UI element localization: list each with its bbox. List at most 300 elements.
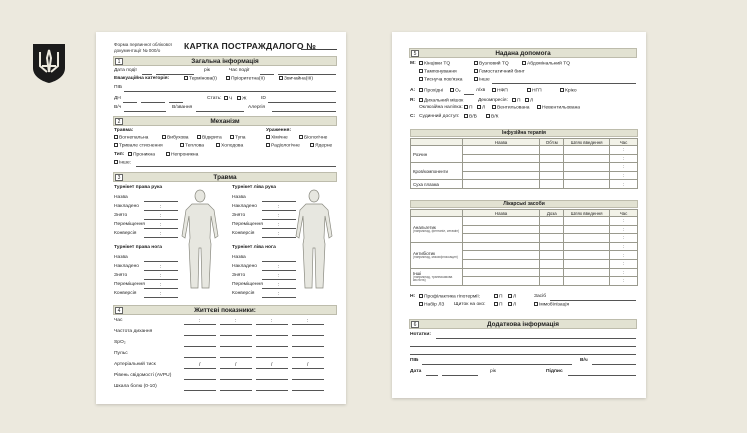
form-meta <box>114 42 172 53</box>
tourniquet-field[interactable] <box>144 288 178 289</box>
injury-label: Ураження: <box>266 128 292 133</box>
row-label-text: Антибіотик <box>413 250 436 256</box>
infusion-table <box>410 138 638 189</box>
tourniquet-row-label: Конверсія <box>114 291 137 296</box>
trauma-gunshot[interactable]: Вогнепальна <box>114 135 148 142</box>
infusion-title: Інфузійна терапія <box>410 129 638 137</box>
tourniquet-row-label: Назва <box>232 255 246 260</box>
checkbox[interactable] <box>128 152 132 156</box>
table-header-empty <box>411 210 463 217</box>
r-vented[interactable]: Вентильована <box>492 105 529 112</box>
table-cell[interactable] <box>462 146 540 155</box>
time-separator: : <box>278 264 280 270</box>
checkbox[interactable] <box>419 294 423 298</box>
table-row <box>411 268 638 277</box>
tourniquet-field[interactable] <box>144 228 178 229</box>
tourniquet-field[interactable] <box>144 261 178 262</box>
checkbox[interactable] <box>162 135 166 139</box>
tourniquet-title: Турнікет ліва нога <box>232 245 276 250</box>
casualty-card-back-page <box>392 32 646 398</box>
signature-field[interactable] <box>568 375 636 376</box>
vital-field[interactable] <box>220 357 252 358</box>
tourniquet-field[interactable] <box>262 219 296 220</box>
m-other[interactable]: Інше <box>474 77 490 84</box>
tourniquet-row-label: Накладено <box>114 204 140 209</box>
checkbox[interactable] <box>419 69 423 73</box>
checkbox[interactable] <box>310 143 314 147</box>
tourniquet-field[interactable] <box>262 201 296 202</box>
h-right[interactable]: П <box>494 294 503 301</box>
notes-field-line[interactable] <box>410 354 636 355</box>
table-cell-time[interactable]: : <box>610 225 638 234</box>
table-cell-time[interactable]: : <box>610 268 638 277</box>
checkbox[interactable] <box>492 105 496 109</box>
h-eye-right[interactable]: П <box>494 302 503 309</box>
dob-day-field[interactable] <box>123 102 137 103</box>
table-row <box>411 146 638 155</box>
a-oxygen-rate-field[interactable] <box>464 94 474 95</box>
table-cell[interactable] <box>462 234 540 243</box>
vital-field[interactable] <box>292 379 324 380</box>
checkbox[interactable] <box>197 135 201 139</box>
m-other-field[interactable] <box>492 83 636 84</box>
table-header-empty <box>411 139 463 146</box>
checkbox[interactable] <box>114 143 118 147</box>
table-cell[interactable] <box>462 217 540 226</box>
checkbox[interactable] <box>534 302 538 306</box>
tourniquet-field[interactable] <box>262 228 296 229</box>
time-separator: : <box>160 273 162 279</box>
checkbox[interactable] <box>474 61 478 65</box>
checkbox[interactable] <box>508 302 512 306</box>
checkbox[interactable] <box>224 96 228 100</box>
tourniquet-field[interactable] <box>144 297 178 298</box>
table-header: Час <box>610 139 638 146</box>
trauma-open[interactable]: Відкрита <box>197 135 222 142</box>
checkbox[interactable] <box>237 96 241 100</box>
table-cell[interactable] <box>540 225 564 234</box>
m-abdominal-tq[interactable]: Абдомінальний TQ <box>522 61 570 68</box>
checkbox[interactable] <box>266 143 270 147</box>
vital-field[interactable] <box>292 390 324 391</box>
table-row <box>411 242 638 251</box>
time-separator: : <box>160 204 162 210</box>
checkbox[interactable] <box>474 77 478 81</box>
trauma-cold[interactable]: Холодова <box>216 143 243 150</box>
checkbox[interactable] <box>492 88 496 92</box>
table-cell[interactable] <box>540 180 564 189</box>
table-header: Об'єм <box>540 139 564 146</box>
type-nonpenetrating[interactable]: Непроникна <box>166 152 198 159</box>
vital-field[interactable] <box>256 335 288 336</box>
checkbox[interactable] <box>474 69 478 73</box>
vital-field[interactable] <box>184 379 216 380</box>
body-front-figure-icon <box>180 188 220 292</box>
allergy-label: Алергія <box>248 105 266 110</box>
table-header: Назва <box>462 210 540 217</box>
notes-field-line[interactable] <box>410 346 636 347</box>
row-label-text: Анальгетик <box>413 225 436 231</box>
section-number: 2 <box>115 118 123 125</box>
month-field[interactable] <box>156 74 194 75</box>
table-cell[interactable] <box>564 268 610 277</box>
trauma-explosive[interactable]: Вибухова <box>162 135 189 142</box>
tourniquet-field[interactable] <box>262 261 296 262</box>
checkbox[interactable] <box>279 76 283 80</box>
vital-field[interactable] <box>256 346 288 347</box>
table-cell[interactable] <box>540 268 564 277</box>
a-npa[interactable]: НФП <box>492 88 508 95</box>
checkbox[interactable] <box>299 135 303 139</box>
time-separator: : <box>278 273 280 279</box>
trauma-crush[interactable]: Тривале стиснення <box>114 143 163 150</box>
checkbox[interactable] <box>166 152 170 156</box>
vital-field[interactable] <box>220 346 252 347</box>
checkbox[interactable] <box>226 76 230 80</box>
checkbox[interactable] <box>419 98 423 102</box>
field-separator: : <box>271 318 273 324</box>
c-access-label: Судинний доступ: <box>419 114 460 119</box>
checkbox[interactable] <box>522 61 526 65</box>
tourniquet-row-label: Знято <box>232 273 246 278</box>
table-cell[interactable] <box>462 242 540 251</box>
casualty-card-front-page <box>96 32 346 404</box>
tourniquet-field[interactable] <box>262 270 296 271</box>
vital-field[interactable] <box>292 368 324 369</box>
checkbox[interactable] <box>184 76 188 80</box>
time-separator: : <box>160 222 162 228</box>
checkbox[interactable] <box>486 114 490 118</box>
row-sublabel: (наприклад, моксифлоксацин) <box>413 254 458 259</box>
vital-field[interactable] <box>184 390 216 391</box>
checkbox[interactable] <box>114 160 118 164</box>
c-iv[interactable]: В/В <box>464 114 477 121</box>
tourniquet-field[interactable] <box>144 237 178 238</box>
vital-field[interactable] <box>256 368 288 369</box>
table-cell[interactable] <box>540 146 564 155</box>
h-immob[interactable]: Іммобілізація <box>534 302 569 309</box>
a-label: A: <box>410 88 416 93</box>
meds-table <box>410 209 638 286</box>
checkbox[interactable] <box>230 135 234 139</box>
m-limb-tq[interactable]: Кінцівки TQ <box>419 61 450 68</box>
type-penetrating[interactable]: Проникна <box>128 152 155 159</box>
a-oxygen[interactable]: O₂ <box>450 88 461 95</box>
time-separator: : <box>278 204 280 210</box>
r-occlusive-left[interactable]: Л <box>477 105 485 112</box>
table-cell[interactable] <box>564 259 610 268</box>
table-cell-time[interactable]: : <box>610 242 638 251</box>
vital-field[interactable] <box>220 379 252 380</box>
row-label: Суха плазма <box>411 180 463 189</box>
checkbox[interactable] <box>527 88 531 92</box>
checkbox[interactable] <box>494 294 498 298</box>
table-cell[interactable] <box>564 251 610 260</box>
trident-emblem-icon <box>30 42 68 84</box>
dob-label: ДН <box>114 96 121 101</box>
tourniquet-row-label: Назва <box>114 195 128 200</box>
table-cell[interactable] <box>462 180 540 189</box>
table-cell[interactable] <box>540 277 564 286</box>
checkbox[interactable] <box>508 294 512 298</box>
h-label: H: <box>410 294 416 299</box>
evac-urgent[interactable]: Термінова(І) <box>184 76 217 83</box>
card-number-field[interactable] <box>301 49 337 50</box>
row-label: Кров/компоненти <box>411 163 463 180</box>
table-cell[interactable] <box>564 146 610 155</box>
row-label <box>411 242 463 268</box>
table-cell[interactable] <box>564 225 610 234</box>
row-label <box>411 217 463 243</box>
table-cell[interactable] <box>564 171 610 180</box>
evac-priority[interactable]: Пріоритетна(ІІ) <box>226 76 265 83</box>
table-cell-time[interactable]: : <box>610 234 638 243</box>
h-left[interactable]: Л <box>508 294 516 301</box>
table-cell[interactable] <box>540 163 564 172</box>
vital-label: SpO₂ <box>114 340 126 345</box>
section-vitals-header <box>113 305 337 315</box>
tourniquet-field[interactable] <box>144 219 178 220</box>
m-junctional-tq[interactable]: Вузловий TQ <box>474 61 509 68</box>
table-cell-time[interactable]: : <box>610 163 638 172</box>
table-cell[interactable] <box>462 171 540 180</box>
date-month-field[interactable] <box>442 375 478 376</box>
checkbox[interactable] <box>512 98 516 102</box>
table-cell[interactable] <box>564 154 610 163</box>
injury-biological[interactable]: Біологічне <box>299 135 327 142</box>
date-label: Дата події <box>114 68 137 73</box>
vital-field[interactable] <box>220 368 252 369</box>
date-day-field[interactable] <box>426 375 438 376</box>
vital-field[interactable] <box>184 346 216 347</box>
trauma-thermal[interactable]: Теплова <box>180 143 204 150</box>
vital-field[interactable] <box>292 335 324 336</box>
meds-title: Лікарські засоби <box>410 200 638 208</box>
notes-field-line[interactable] <box>436 338 636 339</box>
injury-chemical[interactable]: Хімічне <box>266 135 288 142</box>
a-patent[interactable]: Прохідні <box>419 88 443 95</box>
checkbox[interactable] <box>266 135 270 139</box>
tourniquet-field[interactable] <box>144 270 178 271</box>
vital-field[interactable] <box>184 335 216 336</box>
checkbox[interactable] <box>180 143 184 147</box>
c-io[interactable]: В/К <box>486 114 498 121</box>
tourniquet-row-label: Накладено <box>232 204 258 209</box>
field-separator: / <box>199 362 201 368</box>
mechanism-other-field[interactable] <box>136 166 336 167</box>
h-eye-left[interactable]: Л <box>508 302 516 309</box>
table-cell[interactable] <box>462 154 540 163</box>
h-hypothermia[interactable]: Профілактика гіпотермії: <box>419 294 480 301</box>
tourniquet-field[interactable] <box>262 279 296 280</box>
evac-label: Евакуаційна категорія: <box>114 76 170 81</box>
card-title: КАРТКА ПОСТРАЖДАЛОГО № <box>184 41 317 51</box>
dob-year-field[interactable] <box>169 102 183 103</box>
rank-field[interactable] <box>196 111 244 112</box>
vital-field[interactable] <box>184 357 216 358</box>
table-cell[interactable] <box>540 217 564 226</box>
table-cell-time[interactable]: : <box>610 251 638 260</box>
dob-month-field[interactable] <box>141 102 165 103</box>
vital-field[interactable] <box>220 324 252 325</box>
tourniquet-row-label: Конверсія <box>114 231 137 236</box>
checkbox[interactable] <box>419 302 423 306</box>
table-cell[interactable] <box>564 163 610 172</box>
time-separator: : <box>160 231 162 237</box>
vital-field[interactable] <box>256 390 288 391</box>
vital-field[interactable] <box>292 357 324 358</box>
table-header: Шлях введення <box>564 139 610 146</box>
injury-nuclear[interactable]: Ядерне <box>310 143 332 150</box>
trauma-blunt[interactable]: Тупа <box>230 135 246 142</box>
vital-field[interactable] <box>256 324 288 325</box>
vital-label: Артеріальний тиск <box>114 362 156 367</box>
section-title: Додаткова інформація <box>487 321 559 328</box>
h-eye-shield-label: Щиток на око: <box>454 302 486 307</box>
r-occlusive-right[interactable]: П <box>464 105 473 112</box>
vital-field[interactable] <box>184 368 216 369</box>
vital-label: Пульс <box>114 351 128 356</box>
table-cell-time[interactable]: : <box>610 171 638 180</box>
table-cell-time[interactable]: : <box>610 259 638 268</box>
r-nonvented[interactable]: Невентильована <box>537 105 580 112</box>
checkbox[interactable] <box>560 88 564 92</box>
vital-field[interactable] <box>220 390 252 391</box>
checkbox[interactable] <box>114 135 118 139</box>
mechanism-other[interactable]: Інше: <box>114 160 131 167</box>
checkbox[interactable] <box>494 302 498 306</box>
table-cell[interactable] <box>540 234 564 243</box>
table-cell-time[interactable]: : <box>610 277 638 286</box>
a-crico[interactable]: Кріко <box>560 88 577 95</box>
vital-field[interactable] <box>256 357 288 358</box>
tourniquet-row-label: Знято <box>114 213 128 218</box>
sex-female[interactable]: Ж <box>237 96 247 103</box>
tourniquet-field[interactable] <box>144 279 178 280</box>
unit-field[interactable] <box>592 364 636 365</box>
time-field[interactable] <box>260 74 274 75</box>
a-ngp[interactable]: НГП <box>527 88 542 95</box>
h-kit[interactable]: Набір ЛЗ <box>419 302 444 309</box>
table-cell[interactable] <box>564 180 610 189</box>
tourniquet-field[interactable] <box>262 237 296 238</box>
table-cell[interactable] <box>564 277 610 286</box>
checkbox[interactable] <box>537 105 541 109</box>
vital-label: Шкала болю (0-10) <box>114 384 157 389</box>
tourniquet-field[interactable] <box>262 210 296 211</box>
pib-label: ПІБ <box>114 85 123 90</box>
a-oxygen-unit: л/хв <box>476 88 486 93</box>
checkbox[interactable] <box>450 88 454 92</box>
notes-label: Нотатки: <box>410 332 431 337</box>
section-title: Травма <box>213 174 237 181</box>
table-header: Доза <box>540 210 564 217</box>
table-cell[interactable] <box>462 163 540 172</box>
checkbox[interactable] <box>216 143 220 147</box>
r-decomp-left[interactable]: Л <box>525 98 533 105</box>
checkbox[interactable] <box>419 61 423 65</box>
table-cell-time[interactable]: : <box>610 154 638 163</box>
table-cell-time[interactable]: : <box>610 217 638 226</box>
injury-radiological[interactable]: Радіологічне <box>266 143 300 150</box>
table-cell[interactable] <box>462 251 540 260</box>
day-field[interactable] <box>142 74 152 75</box>
checkbox[interactable] <box>464 105 468 109</box>
h-means-field[interactable] <box>550 300 636 301</box>
table-row <box>411 180 638 189</box>
m-packing[interactable]: Тампонування <box>419 69 457 76</box>
tourniquet-field[interactable] <box>262 297 296 298</box>
table-cell[interactable] <box>540 242 564 251</box>
table-cell[interactable] <box>564 217 610 226</box>
row-sublabel: (наприклад, транексамова кислота) <box>413 274 453 283</box>
checkbox[interactable] <box>464 114 468 118</box>
table-cell[interactable] <box>540 251 564 260</box>
table-cell[interactable] <box>462 225 540 234</box>
checkbox[interactable] <box>477 105 481 109</box>
table-cell[interactable] <box>540 171 564 180</box>
pib-field[interactable] <box>124 91 336 92</box>
time-separator: : <box>278 231 280 237</box>
tourniquet-row-label: Знято <box>232 213 246 218</box>
table-cell[interactable] <box>564 242 610 251</box>
checkbox[interactable] <box>419 88 423 92</box>
vital-field[interactable] <box>256 379 288 380</box>
allergy-field[interactable] <box>272 111 336 112</box>
table-cell[interactable] <box>462 277 540 286</box>
checkbox[interactable] <box>419 77 423 81</box>
tourniquet-field[interactable] <box>262 288 296 289</box>
sex-male[interactable]: Ч <box>224 96 232 103</box>
r-bvm[interactable]: Дихальний мішок <box>419 98 463 105</box>
table-cell[interactable] <box>462 259 540 268</box>
r-decomp-right[interactable]: П <box>512 98 521 105</box>
section-title: Життєві показники: <box>194 307 256 314</box>
table-cell[interactable] <box>564 234 610 243</box>
checkbox[interactable] <box>525 98 529 102</box>
pib-field[interactable] <box>422 364 572 365</box>
vital-field[interactable] <box>292 346 324 347</box>
table-cell[interactable] <box>540 259 564 268</box>
table-cell-time[interactable]: : <box>610 146 638 155</box>
unit-label: В/ч <box>580 358 588 363</box>
id-field[interactable] <box>268 102 336 103</box>
m-hemostatic[interactable]: Гемостатичний бинт <box>474 69 525 76</box>
table-cell[interactable] <box>462 268 540 277</box>
vital-field[interactable] <box>292 324 324 325</box>
tourniquet-field[interactable] <box>144 201 178 202</box>
table-cell-time[interactable]: : <box>610 180 638 189</box>
section-title: Механізм <box>210 118 240 125</box>
evac-regular[interactable]: Звичайна(ІІІ) <box>279 76 313 83</box>
time-field-extra[interactable] <box>278 74 336 75</box>
row-label <box>411 268 463 285</box>
vital-field[interactable] <box>220 335 252 336</box>
unit-field[interactable] <box>124 111 166 112</box>
time-separator: : <box>278 213 280 219</box>
section-mechanism-header <box>113 116 337 126</box>
vital-label: Рівень свідомості (AVPU) <box>114 373 172 378</box>
unit-label: В/ч <box>114 105 122 110</box>
tourniquet-row-label: Переміщення <box>232 282 263 287</box>
trauma-label: Травма: <box>114 128 134 133</box>
tourniquet-field[interactable] <box>144 210 178 211</box>
vital-label: Частота дихання <box>114 329 153 334</box>
m-pressure[interactable]: Тиснуча пов'язка <box>419 77 462 84</box>
vital-field[interactable] <box>184 324 216 325</box>
form-meta-line: Форма первинної облікової <box>114 42 172 47</box>
table-cell[interactable] <box>540 154 564 163</box>
